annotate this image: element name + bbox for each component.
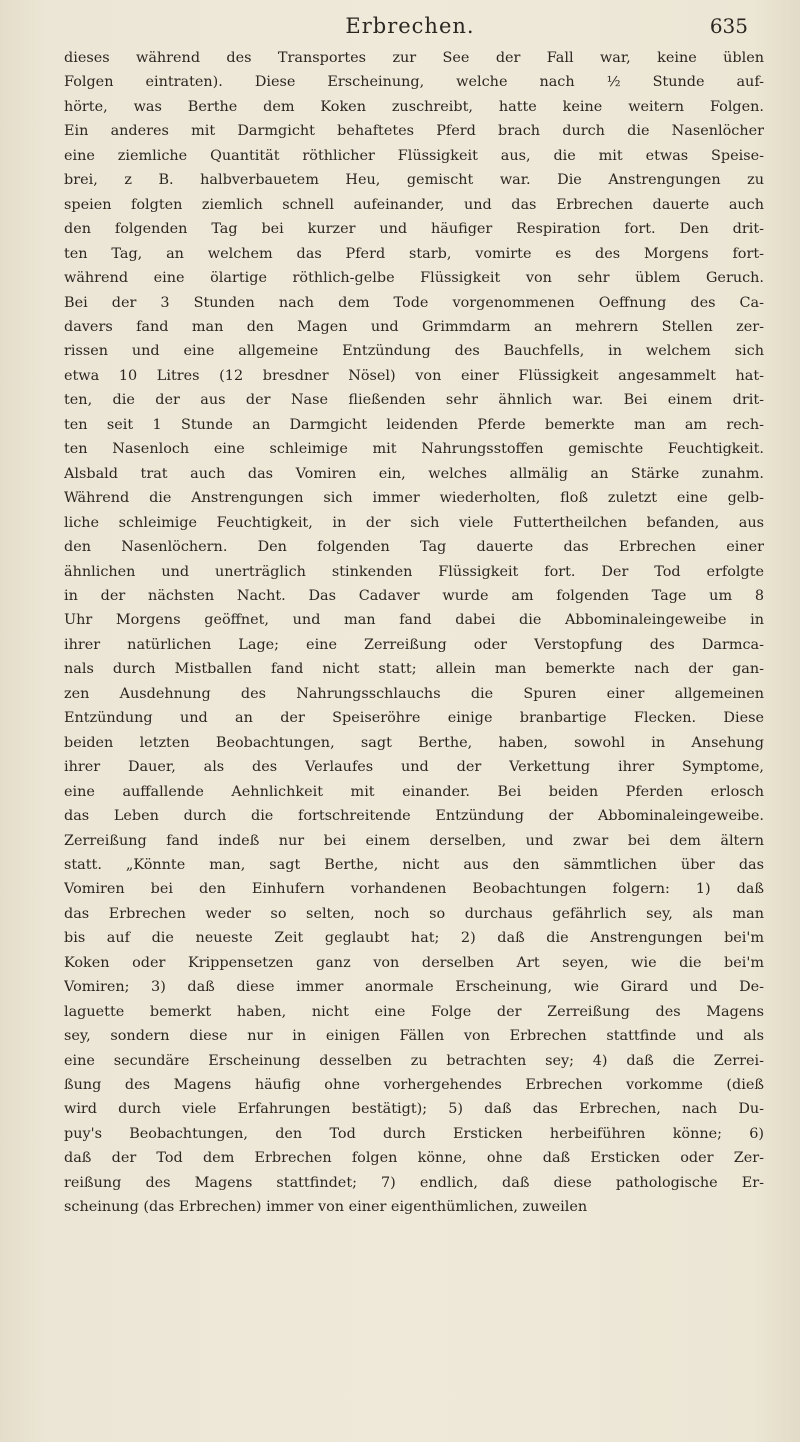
text-line: ten, die der aus der Nase fließenden sehr ähnlich war. Bei einem drit- <box>64 392 764 409</box>
text-line: scheinung (das Erbrechen) immer von einer eigenthümlichen, zuweilen <box>64 1199 588 1216</box>
text-line: Ein anderes mit Darmgicht behaftetes Pferd brach durch die Nasenlöcher <box>64 123 764 140</box>
text-line: den folgenden Tag bei kurzer und häufiger Respiration fort. Den drit- <box>64 221 764 238</box>
text-line: ten Nasenloch eine schleimige mit Nahrungsstoffen gemischte Feuchtigkeit. <box>64 441 764 458</box>
text-line: wird durch viele Erfahrungen bestätigt); 5) daß das Erbrechen, nach Du- <box>64 1101 764 1118</box>
text-line: bis auf die neueste Zeit geglaubt hat; 2) daß die Anstrengungen bei'm <box>64 930 764 947</box>
text-line: nals durch Mistballen fand nicht statt; allein man bemerkte nach der gan- <box>64 661 764 678</box>
text-line: daß der Tod dem Erbrechen folgen könne, ohne daß Ersticken oder Zer- <box>64 1150 764 1167</box>
text-line: Alsbald trat auch das Vomiren ein, welches allmälig an Stärke zunahm. <box>64 465 764 482</box>
text-line: reißung des Magens stattfindet; 7) endlich, daß diese pathologische Er- <box>64 1174 764 1191</box>
text-line: eine auffallende Aehnlichkeit mit einander. Bei beiden Pferden erlosch <box>64 783 764 800</box>
page-number: 635 <box>709 14 748 38</box>
text-line: eine secundäre Erscheinung desselben zu betrachten sey; 4) daß die Zerrei- <box>64 1052 764 1069</box>
text-line: dieses während des Transportes zur See der Fall war, keine üblen <box>64 50 764 66</box>
text-line: sey, sondern diese nur in einigen Fällen von Erbrechen stattfinde und als <box>64 1028 764 1045</box>
text-line: während eine ölartige röthlich-gelbe Flüssigkeit von sehr üblem Geruch. <box>64 270 764 287</box>
text-line: beiden letzten Beobachtungen, sagt Berthe, haben, sowohl in Ansehung <box>64 734 764 751</box>
text-line: ßung des Magens häufig ohne vorhergehendes Erbrechen vorkomme (dieß <box>64 1077 764 1094</box>
body-text <box>64 46 764 1220</box>
running-title: Erbrechen. <box>345 14 475 38</box>
text-line: liche schleimige Feuchtigkeit, in der sich viele Futtertheilchen befanden, aus <box>64 514 764 531</box>
text-line: das Leben durch die fortschreitende Entzündung der Abbominaleingeweibe. <box>64 808 764 825</box>
text-line: davers fand man den Magen und Grimmdarm an mehrern Stellen zer- <box>64 318 764 335</box>
text-line: Zerreißung fand indeß nur bei einem derselben, und zwar bei dem ältern <box>64 832 764 849</box>
text-line: brei, z B. halbverbauetem Heu, gemischt war. Die Anstrengungen zu <box>64 172 764 189</box>
text-line: den Nasenlöchern. Den folgenden Tag dauerte das Erbrechen einer <box>64 539 764 556</box>
text-line: etwa 10 Litres (12 bresdner Nösel) von einer Flüssigkeit angesammelt hat- <box>64 367 764 384</box>
text-line: statt. „Könnte man, sagt Berthe, nicht aus den sämmtlichen über das <box>64 856 764 873</box>
text-line: ihrer natürlichen Lage; eine Zerreißung oder Verstopfung des Darmca- <box>64 636 764 653</box>
running-head <box>60 14 760 44</box>
text-line: ten Tag, an welchem das Pferd starb, vomirte es des Morgens fort- <box>64 245 764 262</box>
text-line: ihrer Dauer, als des Verlaufes und der Verkettung ihrer Symptome, <box>64 759 764 776</box>
text-line: zen Ausdehnung des Nahrungsschlauchs die Spuren einer allgemeinen <box>64 685 764 702</box>
text-line: hörte, was Berthe dem Koken zuschreibt, hatte keine weitern Folgen. <box>64 98 764 115</box>
text-line: ähnlichen und unerträglich stinkenden Flüssigkeit fort. Der Tod erfolgte <box>64 563 764 580</box>
text-line: speien folgten ziemlich schnell aufeinander, und das Erbrechen dauerte auch <box>64 196 764 213</box>
text-line: in der nächsten Nacht. Das Cadaver wurde am folgenden Tage um 8 <box>64 587 764 604</box>
text-line: rissen und eine allgemeine Entzündung des Bauchfells, in welchem sich <box>64 343 764 360</box>
text-line: Uhr Morgens geöffnet, und man fand dabei die Abbominaleingeweibe in <box>64 612 764 629</box>
text-line: Vomiren; 3) daß diese immer anormale Erscheinung, wie Girard und De- <box>64 979 764 996</box>
text-line: Folgen eintraten). Diese Erscheinung, welche nach ½ Stunde auf- <box>64 74 764 91</box>
text-line: Entzündung und an der Speiseröhre einige branbartige Flecken. Diese <box>64 710 764 727</box>
text-line: das Erbrechen weder so selten, noch so durchaus gefährlich sey, als man <box>64 905 764 922</box>
text-line: eine ziemliche Quantität röthlicher Flüssigkeit aus, die mit etwas Speise- <box>64 147 764 164</box>
text-line: Bei der 3 Stunden nach dem Tode vorgenommenen Oeffnung des Ca- <box>64 294 764 311</box>
text-line: puy's Beobachtungen, den Tod durch Ersticken herbeiführen könne; 6) <box>64 1125 764 1142</box>
text-line: Koken oder Krippensetzen ganz von derselben Art seyen, wie die bei'm <box>64 954 764 971</box>
text-line: ten seit 1 Stunde an Darmgicht leidenden Pferde bemerkte man am rech- <box>64 416 764 433</box>
text-line: Während die Anstrengungen sich immer wiederholten, floß zuletzt eine gelb- <box>64 490 764 507</box>
text-line: laguette bemerkt haben, nicht eine Folge der Zerreißung des Magens <box>64 1003 764 1020</box>
text-line: Vomiren bei den Einhufern vorhandenen Beobachtungen folgern: 1) daß <box>64 881 764 898</box>
